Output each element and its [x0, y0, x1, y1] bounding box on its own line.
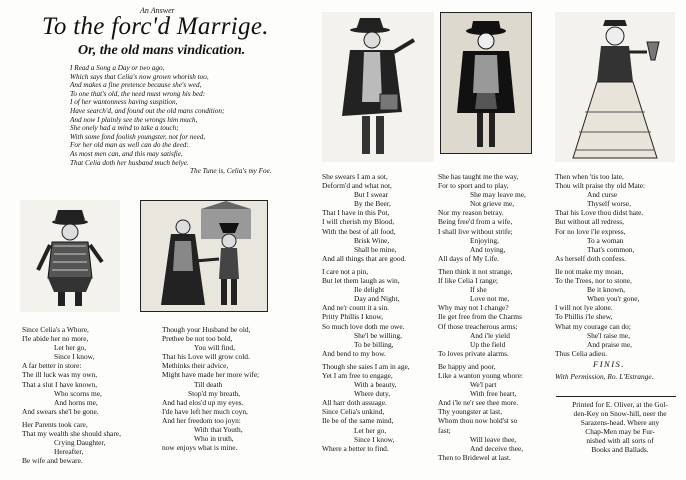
verse-line: I shall live without strife; — [438, 226, 513, 236]
verse-line: Up the field — [470, 339, 506, 349]
verse-line: All days of My Life. — [438, 253, 499, 263]
stanza-column-1 — [22, 325, 152, 465]
verse-line: I care not a pin, — [322, 266, 369, 276]
stanza-column-3 — [322, 172, 440, 453]
verse-line: I'de have left her much coyn, — [162, 406, 248, 416]
verse-line: You will find, — [194, 343, 235, 353]
verse-line: Thyself worse, — [587, 199, 631, 209]
verse-line: And i'le yield — [470, 330, 510, 340]
verse-line: If like Celia I range; — [438, 276, 498, 286]
verse-line: I will not lye alone. — [555, 303, 613, 313]
woodcut-lady — [555, 12, 675, 162]
verse-line: She'l raise me, — [587, 330, 630, 340]
intro-line: As most men can, and this may satisfie, — [70, 149, 183, 158]
verse-line: Crying Daughter, — [54, 438, 106, 448]
verse-line: Thus Celia adieu. — [555, 348, 607, 358]
verse-line: With that Youth, — [194, 425, 243, 435]
verse-line: All harr doth assuage. — [322, 398, 387, 408]
verse-line: Be wife and beware. — [22, 456, 83, 466]
verse-line: Be it known, — [587, 285, 625, 295]
verse-line: That my wealth she should share, — [22, 429, 121, 439]
verse-line: And curse — [587, 190, 618, 200]
verse-line: As herself doth confess. — [555, 253, 627, 263]
verse-line: Thou wilt praise thy old Mate: — [555, 181, 646, 191]
verse-line: Ile not make my moan, — [555, 266, 624, 276]
verse-line: But let them laugh as win, — [322, 276, 400, 286]
ballad-subtitle: Or, the old mans vindication. — [78, 43, 246, 58]
verse-line: Let her go, — [54, 343, 87, 353]
verse-line: Might have made her more wife; — [162, 370, 260, 380]
imprint-line: Sarazens-head. Where any — [580, 418, 660, 428]
imprint-line: nished with all sorts of — [586, 436, 654, 446]
intro-line: That Celia doth her husband much belye. — [70, 158, 189, 167]
woodcut-couple — [140, 200, 268, 312]
verse-line: Ile delight — [354, 285, 385, 295]
verse-line: Though she saies I am in age, — [322, 361, 410, 371]
verse-line: And ne'r count it a sin. — [322, 303, 390, 313]
verse-line: Will leave thee, — [470, 434, 517, 444]
verse-line: Brisk Wine, — [354, 235, 390, 245]
verse-line: Prethee be not too bold, — [162, 334, 233, 344]
verse-line: She has taught me the way, — [438, 172, 519, 181]
verse-line: And had elos'd up my eyes. — [162, 397, 244, 407]
verse-line: The ill luck was my own, — [22, 370, 98, 380]
verse-line: And swears she'l be gone. — [22, 406, 99, 416]
verse-line: She swears I am a sot, — [322, 172, 388, 181]
verse-line: She may leave me, — [470, 190, 526, 200]
verse-line: Love not me, — [470, 294, 510, 304]
verse-line: Day and Night, — [354, 294, 400, 304]
verse-line: To loves private alarms. — [438, 348, 509, 358]
verse-line: Be happy and poor, — [438, 361, 496, 371]
tune-line: The Tune is, Celia's my Foe. — [190, 167, 272, 176]
verse-line: And all things that are good. — [322, 253, 407, 263]
verse-line: With free heart, — [470, 389, 517, 399]
verse-line: Where duty, — [354, 389, 391, 399]
imprint-rule — [556, 396, 676, 397]
verse-line: And i'le ne'r see thee more. — [438, 398, 519, 408]
intro-line: To one that's old, the need must wrong his bed: — [70, 89, 206, 98]
verse-line: Shall be mine, — [354, 244, 397, 254]
verse-line: And toying, — [470, 244, 506, 254]
verse-line: Nor my reason betray. — [438, 208, 504, 218]
verse-line: Thy youngster at last, — [438, 407, 503, 417]
verse-line: Who in truth, — [194, 434, 234, 444]
verse-line: So much love doth me owe. — [322, 321, 405, 331]
woodcut-gallant — [440, 12, 532, 154]
verse-line: Stop'd my breath, — [188, 388, 241, 398]
stanza-column-5 — [555, 172, 680, 381]
verse-line: And praise me, — [587, 339, 632, 349]
verse-line: For no love i'le express, — [555, 226, 626, 236]
verse-line: Then when 'tis too late, — [555, 172, 624, 181]
verse-line: Though your Husband be old, — [162, 325, 251, 334]
woodcut-man-with-pot — [322, 12, 434, 162]
verse-line: To Phillis i'le shew, — [555, 312, 613, 322]
verse-line: Methinks their advice, — [162, 361, 229, 371]
verse-line: That his Love will grow cold. — [162, 352, 250, 362]
verse-line: Whom thou now hold'st so — [438, 416, 518, 426]
verse-line: By the Beer, — [354, 199, 391, 209]
verse-line: Of those treacherous arms; — [438, 321, 518, 331]
verse-line: I'le abide her no more, — [22, 334, 89, 344]
verse-line: And horns me, — [54, 397, 98, 407]
verse-line: Till death — [194, 379, 223, 389]
imprint-line: Books and Ballads. — [591, 445, 649, 455]
verse-line: To be billing, — [354, 339, 394, 349]
verse-line: And deceive thee, — [470, 443, 524, 453]
intro-line: Have search'd, and found out the old mans condition; — [70, 106, 225, 115]
imprint-line: Chap-Men may be Fur- — [585, 427, 655, 437]
verse-line: Ile be of the same mind, — [322, 416, 394, 426]
verse-line: She'l be willing, — [354, 330, 402, 340]
stanza-column-4 — [438, 172, 556, 462]
verse-line: Not grieve me, — [470, 199, 515, 209]
woodcut-old-man — [20, 200, 120, 312]
verse-line: With the best of all food, — [322, 226, 396, 236]
finis-mark: FINIS. — [593, 358, 625, 369]
verse-line: Hereafter, — [54, 447, 84, 457]
intro-line: With some fond foolish youngster, not for need, — [70, 132, 206, 141]
imprint-block — [560, 400, 680, 455]
intro-line: She onely had a mind to take a touch; — [70, 124, 179, 133]
verse-line: But I swear — [354, 190, 389, 200]
verse-line: Enjoying, — [470, 235, 499, 245]
verse-line: Deform'd and what not, — [322, 181, 392, 191]
verse-line: Then to Bridewel at last. — [438, 452, 511, 462]
verse-line: To the Trees, nor to stone, — [555, 276, 632, 286]
verse-line: Since I know, — [54, 352, 95, 362]
intro-line: I Read a Song a Day or two ago, — [70, 64, 165, 72]
verse-line: fast; — [438, 425, 451, 435]
stanza-column-2 — [162, 325, 302, 452]
verse-line: Her Parents took care, — [22, 419, 88, 429]
intro-verse — [70, 64, 310, 176]
verse-line: With a beauty, — [354, 380, 397, 390]
an-answer-label: An Answer — [140, 6, 175, 15]
verse-line: What my courage can do; — [555, 321, 631, 331]
verse-line: Pritty Phillis I know, — [322, 312, 384, 322]
verse-line: Like a wanton young whore: — [438, 370, 523, 380]
intro-line: I of her wantonness having suspition, — [70, 98, 178, 107]
intro-line: For her old man as well can do the deed: — [70, 141, 189, 150]
verse-line: Who scorns me, — [54, 388, 102, 398]
verse-line: For to sport and to play, — [438, 181, 509, 191]
verse-line: Ile get free from the Charms — [438, 312, 522, 322]
verse-line: I will cherish my Blood, — [322, 217, 395, 227]
verse-line: Since Celia's a Whore, — [22, 325, 89, 334]
verse-line: That his Love thou didst hate. — [555, 208, 644, 218]
verse-line: A far better in store: — [22, 361, 82, 371]
verse-line: That I have in this Pot, — [322, 208, 390, 218]
intro-line: And now I plainly see the wrongs him much, — [70, 115, 198, 124]
verse-line: To a woman — [587, 235, 624, 245]
verse-line: Why may not I change? — [438, 303, 509, 313]
verse-line: But without all redress, — [555, 217, 624, 227]
verse-line: Where a better to find. — [322, 443, 389, 453]
verse-line: Let her go, — [354, 425, 387, 435]
imprint-line: den-Key on Snow-hill, neer the — [573, 409, 667, 419]
verse-line: And her freedom too joyn: — [162, 415, 241, 425]
imprint-line: Printed for E. Oliver, at the Gol- — [572, 400, 668, 409]
verse-line: We'l part — [470, 380, 497, 390]
verse-line: When you'r gone, — [587, 294, 640, 304]
verse-line: now enjoys what is mine. — [162, 443, 238, 453]
verse-line: Yet I am free to engage, — [322, 370, 393, 380]
verse-line: That's common, — [587, 244, 635, 254]
verse-line: If she — [470, 285, 487, 295]
verse-line: Then think it not strange, — [438, 266, 513, 276]
verse-line: And bend to my bow. — [322, 348, 386, 358]
verse-line: Since I know, — [354, 434, 395, 444]
intro-line: And makes a fine pretence because she's wed, — [70, 81, 202, 90]
ballad-title: To the forc'd Marrige. — [42, 13, 269, 40]
permission-line: With Permission, Ro. L'Estrange. — [555, 371, 654, 381]
verse-line: Being free'd from a wife, — [438, 217, 513, 227]
verse-line: Since Celia's unkind, — [322, 407, 385, 417]
intro-line: Which says that Celia's now grown whorish too, — [70, 72, 209, 81]
verse-line: That a slut I have known, — [22, 379, 98, 389]
